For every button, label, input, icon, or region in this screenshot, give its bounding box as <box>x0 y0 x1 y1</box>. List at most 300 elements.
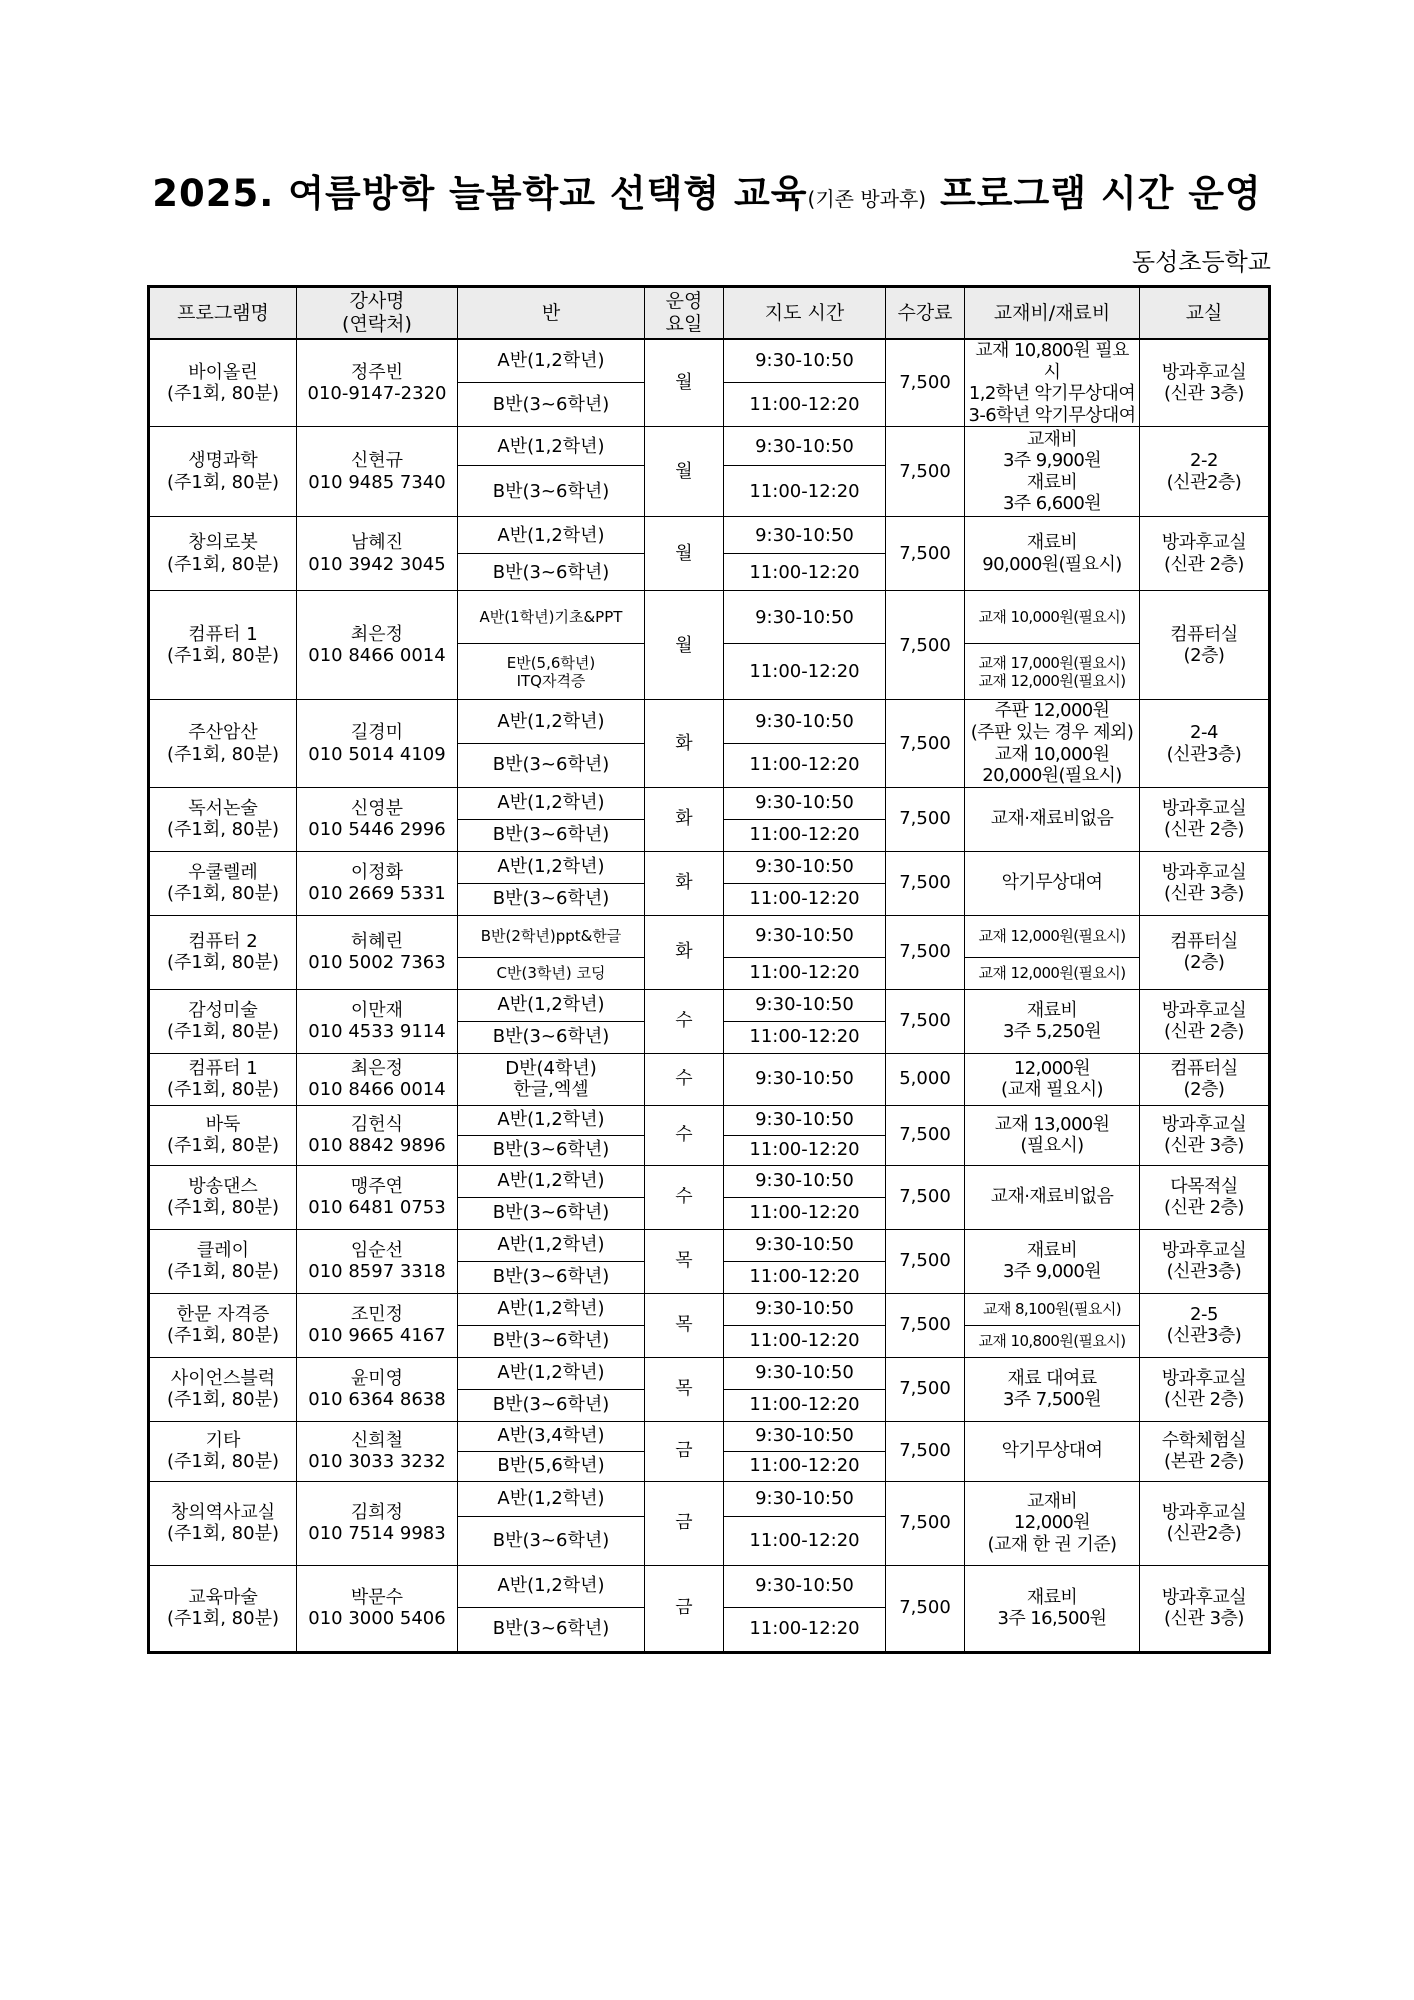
materials-cell <box>965 1229 1140 1293</box>
class-label: A반(1,2학년) <box>497 435 605 457</box>
day-label: 화 <box>675 872 693 894</box>
class-cell <box>458 466 645 517</box>
program-name-cell <box>149 1105 297 1165</box>
program-name-cell <box>149 1165 297 1229</box>
materials-line: 교재 8,100원(필요시) <box>983 1300 1121 1319</box>
room-line: 2-4 <box>1190 721 1218 743</box>
materials-line: 악기무상대여 <box>1001 872 1103 894</box>
class-label: B반(3~6학년) <box>492 1394 610 1416</box>
class-cell <box>458 851 645 883</box>
materials-line: 재료비 <box>1026 532 1078 554</box>
instructor-phone: 010 8466 0014 <box>308 1079 446 1101</box>
time-cell <box>724 1421 886 1451</box>
class-cell <box>458 743 645 787</box>
materials-line: 12,000원 <box>1013 1512 1091 1534</box>
day-cell <box>645 1293 724 1357</box>
fee-value: 7,500 <box>899 1440 951 1462</box>
program-name-cell <box>149 1565 297 1652</box>
day-cell <box>645 1357 724 1421</box>
title-sub: (기존 방과후) <box>807 187 927 211</box>
class-cell <box>458 1135 645 1165</box>
time-cell <box>724 787 886 819</box>
instructor-name: 이정화 <box>350 861 404 883</box>
room-line: 컴퓨터실 <box>1170 623 1238 645</box>
time-cell <box>724 1135 886 1165</box>
instructor-name: 최은정 <box>350 1057 404 1079</box>
time-cell <box>724 1357 886 1389</box>
table-row <box>149 1165 1270 1197</box>
program-frequency: (주1회, 80분) <box>166 645 279 667</box>
program-name: 한문 자격증 <box>176 1303 270 1325</box>
instructor-name: 이만재 <box>350 999 404 1021</box>
day-label: 화 <box>675 941 693 963</box>
program-name: 컴퓨터 1 <box>188 1057 258 1079</box>
class-cell <box>458 1293 645 1325</box>
instructor-phone: 010 9485 7340 <box>308 471 446 493</box>
room-line: (신관2층) <box>1166 1523 1242 1545</box>
instructor-cell <box>297 1293 458 1357</box>
header-label: 교실 <box>1185 301 1223 324</box>
program-name-cell <box>149 1293 297 1357</box>
time-cell <box>724 819 886 851</box>
instructor-cell <box>297 1481 458 1565</box>
class-cell <box>458 1389 645 1421</box>
room-line: (신관2층) <box>1166 471 1242 493</box>
materials-line: 교재 10,800원 필요시 <box>975 340 1129 383</box>
fee-value: 7,500 <box>899 634 951 656</box>
time-cell <box>724 1481 886 1516</box>
instructor-phone: 010 3033 3232 <box>308 1451 446 1473</box>
time-cell <box>724 644 886 700</box>
header-materials <box>965 287 1140 340</box>
time-cell <box>724 1229 886 1261</box>
header-program <box>149 287 297 340</box>
class-cell <box>458 591 645 644</box>
class-label: B반(3~6학년) <box>492 754 610 776</box>
time-label: 11:00-12:20 <box>749 1394 860 1416</box>
table-body <box>149 339 1270 1652</box>
class-cell <box>458 957 645 989</box>
program-name: 교육마술 <box>188 1586 258 1608</box>
fee-value: 7,500 <box>899 872 951 894</box>
room-line: 수학체험실 <box>1161 1429 1247 1451</box>
instructor-cell <box>297 591 458 700</box>
room-line: 방과후교실 <box>1161 1239 1247 1261</box>
time-label: 11:00-12:20 <box>749 962 860 984</box>
room-line: (신관 2층) <box>1164 1021 1244 1043</box>
fee-value: 7,500 <box>899 732 951 754</box>
class-label: A반(1,2학년) <box>497 1362 605 1384</box>
day-label: 목 <box>675 1378 693 1400</box>
instructor-name: 길경미 <box>350 721 404 743</box>
room-line: 방과후교실 <box>1161 1113 1247 1135</box>
fee-cell <box>886 1481 965 1565</box>
room-cell <box>1140 1421 1270 1481</box>
day-label: 월 <box>675 461 693 483</box>
instructor-name: 남혜진 <box>350 532 404 554</box>
time-label: 9:30-10:50 <box>755 1298 854 1320</box>
instructor-phone: 010 8466 0014 <box>308 645 446 667</box>
materials-line: 1,2학년 악기무상대여 <box>968 383 1136 405</box>
day-label: 수 <box>675 1010 693 1032</box>
header-room <box>1140 287 1270 340</box>
materials-cell <box>965 989 1140 1053</box>
fee-value: 7,500 <box>899 1378 951 1400</box>
instructor-cell <box>297 851 458 915</box>
time-cell <box>724 339 886 383</box>
materials-cell <box>965 517 1140 591</box>
time-cell <box>724 1565 886 1607</box>
room-cell <box>1140 517 1270 591</box>
instructor-phone: 010 6364 8638 <box>308 1389 446 1411</box>
materials-line: 재료비 <box>1026 999 1078 1021</box>
instructor-cell <box>297 1053 458 1105</box>
fee-value: 7,500 <box>899 1186 951 1208</box>
materials-line: 교재 12,000원(필요시) <box>978 964 1126 983</box>
class-cell <box>458 1516 645 1565</box>
room-cell <box>1140 1053 1270 1105</box>
time-label: 11:00-12:20 <box>749 1202 860 1224</box>
program-name: 컴퓨터 2 <box>188 930 258 952</box>
class-cell <box>458 989 645 1021</box>
fee-value: 7,500 <box>899 461 951 483</box>
program-name-cell <box>149 787 297 851</box>
fee-value: 7,500 <box>899 543 951 565</box>
time-cell <box>724 700 886 743</box>
instructor-name: 박문수 <box>350 1586 404 1608</box>
fee-value: 7,500 <box>899 372 951 394</box>
time-cell <box>724 383 886 427</box>
materials-line: 재료비 <box>1026 471 1078 493</box>
time-cell <box>724 517 886 554</box>
materials-cell <box>965 591 1140 644</box>
program-name: 주산암산 <box>188 721 258 743</box>
class-cell <box>458 1451 645 1481</box>
day-cell <box>645 915 724 989</box>
table-row <box>149 700 1270 743</box>
class-label: B반(3~6학년) <box>492 561 610 583</box>
materials-cell <box>965 1165 1140 1229</box>
instructor-phone: 010-9147-2320 <box>307 383 447 405</box>
class-label: D반(4학년) 한글,엑셀 <box>505 1057 597 1101</box>
room-cell <box>1140 1165 1270 1229</box>
class-cell <box>458 1105 645 1135</box>
class-label: B반(3~6학년) <box>492 824 610 846</box>
class-label: A반(1,2학년) <box>497 856 605 878</box>
class-label: B반(3~6학년) <box>492 1266 610 1288</box>
materials-line: 교재 12,000원(필요시) <box>978 927 1126 946</box>
day-cell <box>645 591 724 700</box>
instructor-phone: 010 9665 4167 <box>308 1325 446 1347</box>
time-cell <box>724 1197 886 1229</box>
class-label: B반(5,6학년) <box>497 1455 605 1477</box>
fee-value: 7,500 <box>899 941 951 963</box>
time-cell <box>724 915 886 957</box>
room-line: 방과후교실 <box>1161 1501 1247 1523</box>
room-cell <box>1140 1481 1270 1565</box>
materials-line: 교재비 <box>1026 1490 1078 1512</box>
table-row <box>149 1229 1270 1261</box>
fee-value: 7,500 <box>899 1512 951 1534</box>
time-label: 11:00-12:20 <box>749 1139 860 1161</box>
day-label: 목 <box>675 1314 693 1336</box>
class-label: B반(3~6학년) <box>492 1026 610 1048</box>
fee-cell <box>886 915 965 989</box>
time-label: 9:30-10:50 <box>755 925 854 947</box>
program-name: 컴퓨터 1 <box>188 623 258 645</box>
program-name-cell <box>149 1053 297 1105</box>
table-header-row <box>149 287 1270 340</box>
materials-cell <box>965 700 1140 787</box>
program-frequency: (주1회, 80분) <box>166 1261 279 1283</box>
room-line: (신관 2층) <box>1164 553 1244 575</box>
class-cell <box>458 427 645 466</box>
table-row <box>149 1421 1270 1451</box>
class-label: B반(3~6학년) <box>492 1618 610 1640</box>
program-name-cell <box>149 339 297 427</box>
instructor-cell <box>297 339 458 427</box>
instructor-phone: 010 6481 0753 <box>308 1197 446 1219</box>
instructor-phone: 010 7514 9983 <box>308 1523 446 1545</box>
class-label: A반(1,2학년) <box>497 1298 605 1320</box>
class-label: B반(3~6학년) <box>492 480 610 502</box>
time-label: 9:30-10:50 <box>755 792 854 814</box>
time-cell <box>724 1325 886 1357</box>
program-frequency: (주1회, 80분) <box>166 1197 279 1219</box>
class-cell <box>458 915 645 957</box>
program-frequency: (주1회, 80분) <box>166 1021 279 1043</box>
program-frequency: (주1회, 80분) <box>166 471 279 493</box>
class-cell <box>458 1421 645 1451</box>
table-row <box>149 787 1270 819</box>
class-cell <box>458 1229 645 1261</box>
room-cell <box>1140 1357 1270 1421</box>
program-name: 감성미술 <box>188 999 258 1021</box>
day-label: 금 <box>675 1440 693 1462</box>
time-cell <box>724 1021 886 1053</box>
room-cell <box>1140 851 1270 915</box>
materials-line: 20,000원(필요시) <box>982 765 1122 787</box>
class-label: B반(3~6학년) <box>492 888 610 910</box>
class-cell <box>458 1565 645 1607</box>
materials-line: 악기무상대여 <box>1001 1440 1103 1462</box>
class-cell <box>458 517 645 554</box>
class-cell <box>458 554 645 591</box>
program-name-cell <box>149 427 297 517</box>
title-main-before: 2025. 여름방학 늘봄학교 선택형 교육 <box>152 172 808 215</box>
class-label: A반(1,2학년) <box>497 1170 605 1192</box>
class-label: A반(1,2학년) <box>497 1109 605 1131</box>
time-label: 11:00-12:20 <box>749 1529 860 1551</box>
instructor-cell <box>297 989 458 1053</box>
instructor-name: 김헌식 <box>350 1113 404 1135</box>
room-line: (신관3층) <box>1166 1325 1242 1347</box>
class-label: A반(1,2학년) <box>497 1575 605 1597</box>
class-label: B반(3~6학년) <box>492 1330 610 1352</box>
room-line: (신관 2층) <box>1164 819 1244 841</box>
instructor-cell <box>297 787 458 851</box>
program-frequency: (주1회, 80분) <box>166 1389 279 1411</box>
instructor-name: 신영분 <box>350 797 404 819</box>
materials-line: 교재 10,000원 <box>994 743 1110 765</box>
room-cell <box>1140 700 1270 787</box>
fee-cell <box>886 1105 965 1165</box>
room-cell <box>1140 591 1270 700</box>
materials-line: 교재 12,000원(필요시) <box>978 671 1126 690</box>
class-cell <box>458 339 645 383</box>
room-cell <box>1140 915 1270 989</box>
program-frequency: (주1회, 80분) <box>166 819 279 841</box>
class-cell <box>458 1165 645 1197</box>
materials-cell <box>965 427 1140 517</box>
program-name: 기타 <box>205 1429 241 1451</box>
materials-line: 재료 대여료 <box>1007 1367 1097 1389</box>
instructor-phone: 010 3000 5406 <box>308 1608 446 1630</box>
table-row <box>149 1293 1270 1325</box>
program-frequency: (주1회, 80분) <box>166 883 279 905</box>
day-cell <box>645 517 724 591</box>
schedule-table <box>147 285 1271 1654</box>
room-line: 2-5 <box>1190 1303 1218 1325</box>
fee-cell <box>886 427 965 517</box>
fee-value: 7,500 <box>899 1250 951 1272</box>
fee-cell <box>886 1357 965 1421</box>
fee-cell <box>886 1053 965 1105</box>
room-line: 컴퓨터실 <box>1170 930 1238 952</box>
class-label: B반(3~6학년) <box>492 1202 610 1224</box>
time-cell <box>724 1451 886 1481</box>
time-label: 11:00-12:20 <box>749 888 860 910</box>
day-cell <box>645 787 724 851</box>
day-label: 수 <box>675 1124 693 1146</box>
instructor-phone: 010 5002 7363 <box>308 952 446 974</box>
materials-line: 90,000원(필요시) <box>982 553 1122 575</box>
class-cell <box>458 383 645 427</box>
time-label: 11:00-12:20 <box>749 661 860 683</box>
fee-value: 5,000 <box>899 1068 951 1090</box>
day-cell <box>645 700 724 787</box>
time-cell <box>724 466 886 517</box>
header-time <box>724 287 886 340</box>
materials-line: 교재 10,800원(필요시) <box>978 1332 1126 1351</box>
day-label: 월 <box>675 372 693 394</box>
room-line: (신관 3층) <box>1164 883 1244 905</box>
program-name-cell <box>149 517 297 591</box>
time-label: 9:30-10:50 <box>755 435 854 457</box>
time-label: 11:00-12:20 <box>749 561 860 583</box>
time-cell <box>724 851 886 883</box>
instructor-phone: 010 5446 2996 <box>308 819 446 841</box>
time-label: 9:30-10:50 <box>755 606 854 628</box>
class-label: C반(3학년) 코딩 <box>496 964 606 983</box>
program-name-cell <box>149 1421 297 1481</box>
class-label: B반(3~6학년) <box>492 394 610 416</box>
school-name: 동성초등학교 <box>1131 248 1271 276</box>
class-cell <box>458 700 645 743</box>
day-label: 목 <box>675 1250 693 1272</box>
room-line: (본관 2층) <box>1164 1451 1244 1473</box>
class-label: A반(1,2학년) <box>497 1234 605 1256</box>
class-cell <box>458 1261 645 1293</box>
program-name: 바둑 <box>205 1113 241 1135</box>
instructor-name: 윤미영 <box>350 1367 404 1389</box>
header-label: 지도 시간 <box>764 301 845 324</box>
program-frequency: (주1회, 80분) <box>166 1079 279 1101</box>
time-cell <box>724 427 886 466</box>
materials-cell <box>965 1357 1140 1421</box>
instructor-phone: 010 4533 9114 <box>308 1021 446 1043</box>
fee-value: 7,500 <box>899 1124 951 1146</box>
room-line: (신관 3층) <box>1164 1135 1244 1157</box>
day-cell <box>645 989 724 1053</box>
program-name-cell <box>149 591 297 700</box>
table-row <box>149 1053 1270 1105</box>
program-frequency: (주1회, 80분) <box>166 1608 279 1630</box>
time-cell <box>724 1165 886 1197</box>
header-day <box>645 287 724 340</box>
program-name-cell <box>149 851 297 915</box>
time-label: 9:30-10:50 <box>755 1068 854 1090</box>
instructor-name: 임순선 <box>350 1239 404 1261</box>
materials-line: 교재 13,000원 <box>994 1113 1110 1135</box>
time-cell <box>724 1516 886 1565</box>
day-label: 화 <box>675 808 693 830</box>
fee-value: 7,500 <box>899 1314 951 1336</box>
time-label: 9:30-10:50 <box>755 350 854 372</box>
time-cell <box>724 1261 886 1293</box>
instructor-cell <box>297 1105 458 1165</box>
time-cell <box>724 883 886 915</box>
fee-value: 7,500 <box>899 1010 951 1032</box>
room-line: 컴퓨터실 <box>1170 1057 1238 1079</box>
fee-cell <box>886 1293 965 1357</box>
table-row <box>149 427 1270 466</box>
room-line: (2층) <box>1183 645 1225 667</box>
class-cell <box>458 644 645 700</box>
table-row <box>149 915 1270 957</box>
instructor-cell <box>297 700 458 787</box>
materials-line: 3주 5,250원 <box>1002 1021 1102 1043</box>
room-line: 방과후교실 <box>1161 797 1247 819</box>
room-line: (신관 2층) <box>1164 1389 1244 1411</box>
header-instructor <box>297 287 458 340</box>
materials-cell <box>965 851 1140 915</box>
header-class <box>458 287 645 340</box>
class-cell <box>458 883 645 915</box>
program-name-cell <box>149 915 297 989</box>
room-line: (2층) <box>1183 952 1225 974</box>
room-line: 방과후교실 <box>1161 361 1247 383</box>
program-frequency: (주1회, 80분) <box>166 1523 279 1545</box>
time-label: 9:30-10:50 <box>755 1425 854 1447</box>
instructor-cell <box>297 427 458 517</box>
instructor-phone: 010 3942 3045 <box>308 553 446 575</box>
day-label: 수 <box>675 1186 693 1208</box>
materials-cell <box>965 1293 1140 1325</box>
header-label: 수강료 <box>897 301 953 324</box>
materials-cell <box>965 915 1140 957</box>
time-label: 11:00-12:20 <box>749 1455 860 1477</box>
program-name: 생명과학 <box>188 450 258 472</box>
fee-cell <box>886 339 965 427</box>
room-line: 방과후교실 <box>1161 861 1247 883</box>
class-label: E반(5,6학년) ITQ자격증 <box>506 653 596 690</box>
instructor-phone: 010 2669 5331 <box>308 883 446 905</box>
time-cell <box>724 1389 886 1421</box>
room-line: 방과후교실 <box>1161 1367 1247 1389</box>
day-label: 월 <box>675 543 693 565</box>
room-line: (신관3층) <box>1166 1261 1242 1283</box>
